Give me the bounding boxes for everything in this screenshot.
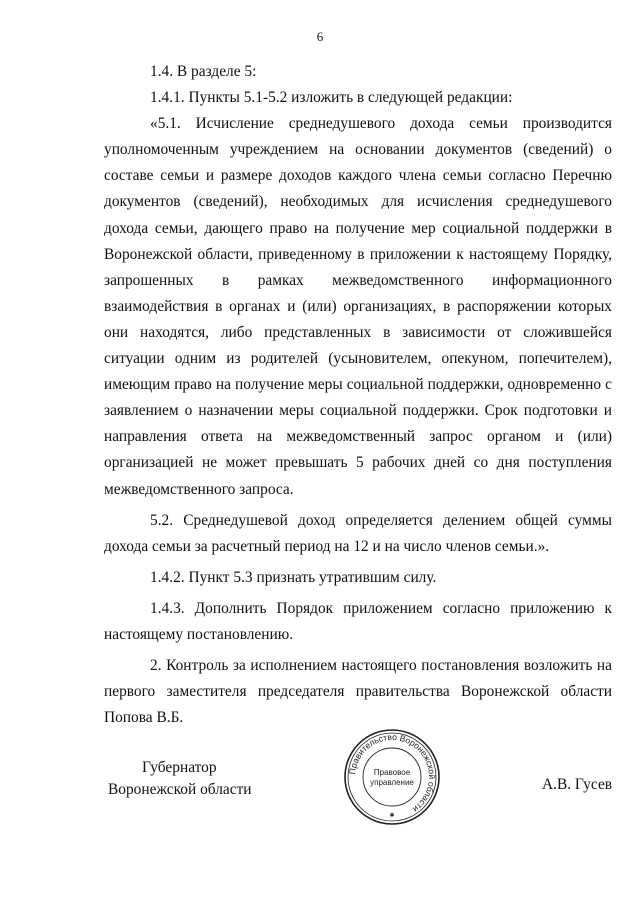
- stamp-ring-text: Правительство Воронежской области: [347, 731, 438, 815]
- page-number: 6: [316, 29, 324, 44]
- signatory-name: А.В. Гусев: [542, 776, 613, 793]
- official-stamp: [342, 727, 442, 827]
- signature-block: [0, 757, 640, 877]
- stamp-star-icon: ✱: [389, 812, 395, 819]
- item-1-4-2: 1.4.2. Пункт 5.3 признать утратившим силу.: [150, 568, 437, 586]
- item-1-4-1: 1.4.1. Пункты 5.1-5.2 изложить в следующей редакции:: [150, 89, 513, 107]
- clause-5-2: 5.2. Среднедушевой доход определяется делением общей суммы дохода семьи за расчетный период на 12 и на число членов семьи.».: [104, 511, 612, 555]
- signatory-title: [108, 757, 268, 801]
- signatory-title-line2: Воронежской области: [108, 781, 252, 798]
- item-1-4-3: 1.4.3. Дополнить Порядок приложением согласно приложению к настоящему постановлению.: [104, 599, 612, 643]
- signatory-title-line1: Губернатор: [142, 759, 217, 776]
- document-body: [104, 59, 612, 731]
- item-2-control: 2. Контроль за исполнением настоящего постановления возложить на первого заместителя председателя правительства Воронежской области Попова В.Б.: [104, 657, 612, 727]
- stamp-center-line1: Правовое: [373, 768, 411, 777]
- stamp-center-line2: управление: [370, 778, 414, 787]
- clause-5-1: «5.1. Исчисление среднедушевого дохода семьи производится уполномоченным учреждением на основании документов (сведений) о составе семьи и размере доходов каждого члена семьи согласно Перечню документов (сведений), необходимых для исчисления среднедушевого дохода семьи, дающего право на получение мер социальной поддержки в Воронежской области, приведенному в приложении к настоящему Порядку, запрошенных в рамках межведомственного информационного взаимодействия в органах и (или) организациях, в распоряжении которых они находятся, либо представленных в зависимости от сложившейся ситуации одним из родителей (усыновителем, опекуном, попечителем), имеющим право на получение меры социальной поддержки, одновременно с заявлением о назначении меры социальной поддержки. Срок подготовки и направления ответа на межведомственный запрос органом и (или) организацией не может превышать 5 рабочих дней со дня поступления межведомственного запроса.: [104, 115, 612, 498]
- section-heading-1-4: 1.4. В разделе 5:: [150, 63, 257, 80]
